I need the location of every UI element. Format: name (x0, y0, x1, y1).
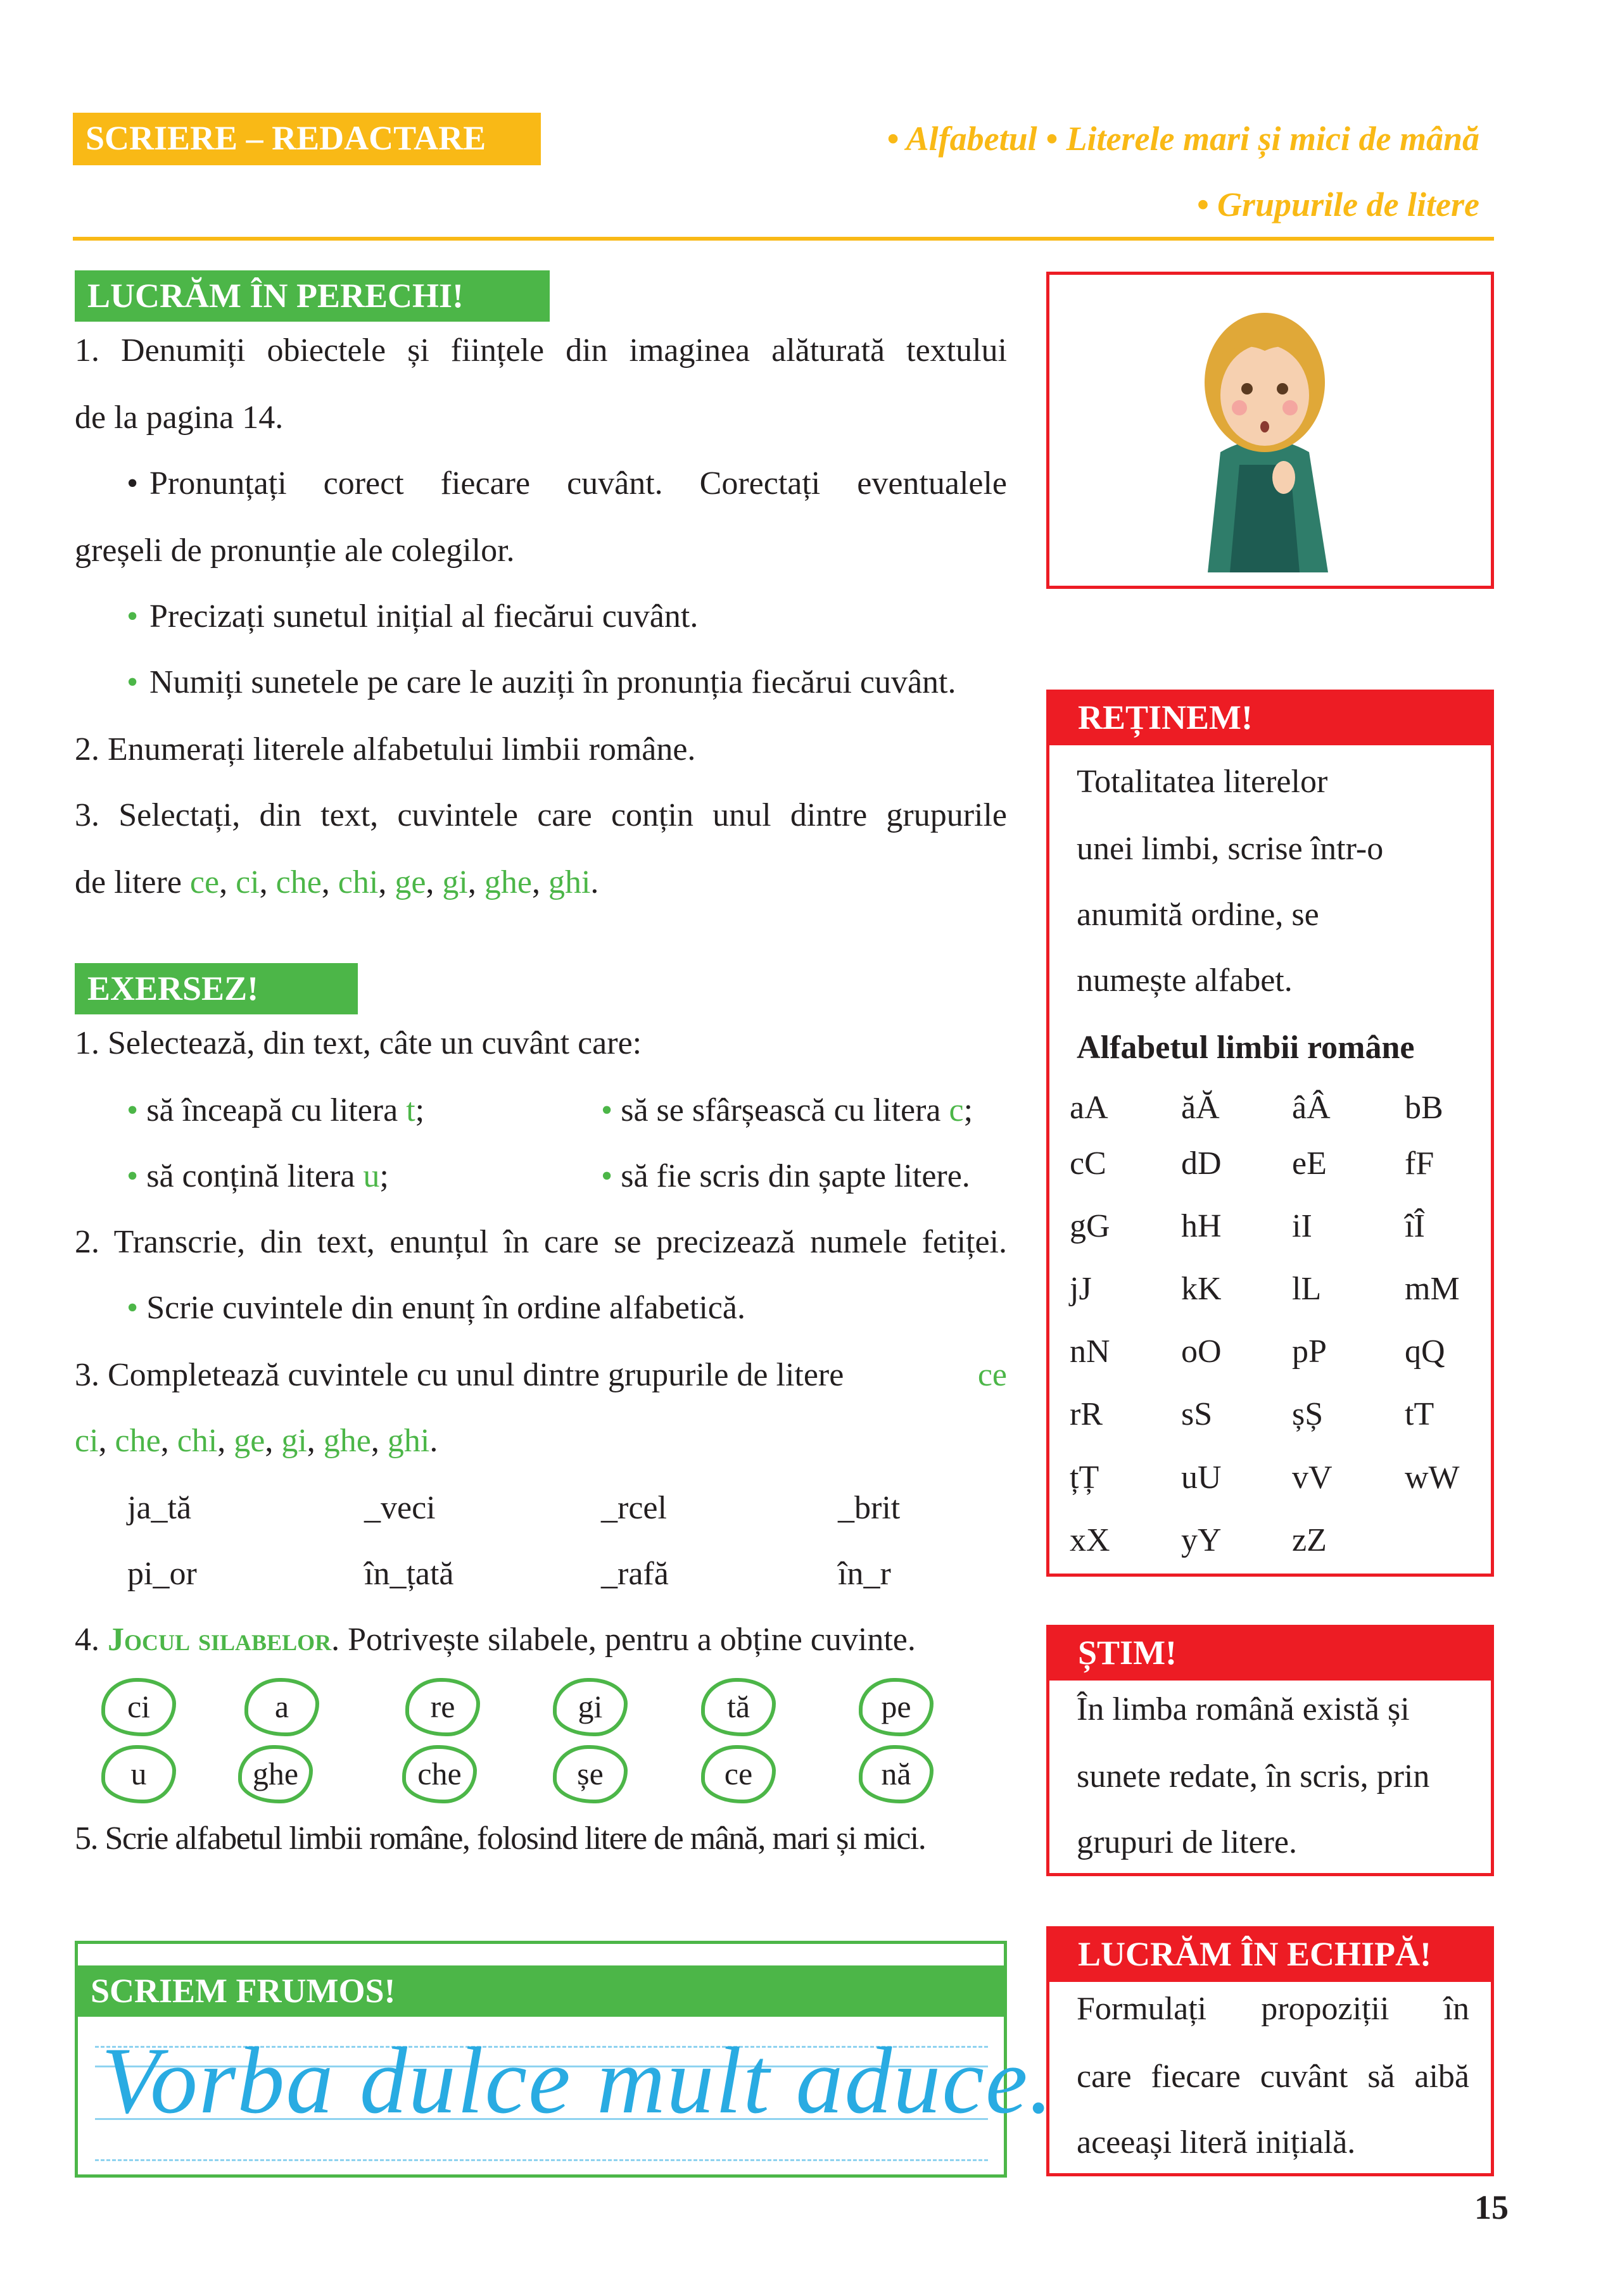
alphabet-letter: sS (1181, 1396, 1213, 1432)
syllable[interactable]: pe (859, 1678, 934, 1736)
exersez-title: EXERSEZ! (75, 963, 358, 1014)
stim-line: grupuri de litere. (1077, 1824, 1297, 1860)
echipa-title: LUCRĂM ÎN ECHIPĂ! (1046, 1926, 1494, 1982)
syllable[interactable]: u (101, 1745, 176, 1803)
alphabet-letter: hH (1181, 1208, 1222, 1244)
bullet: • (127, 465, 139, 501)
fill-word: _veci (364, 1490, 436, 1526)
alphabet-letter: aA (1070, 1090, 1108, 1126)
echipa-line: care fiecare cuvânt să aibă (1077, 2059, 1469, 2095)
alphabet-letter: ăĂ (1181, 1090, 1220, 1126)
exersez-bullet-item: • să se sfârșească cu litera c; (601, 1092, 973, 1128)
exersez-line: 2. Transcrie, din text, enunțul în care se precizează numele fetiței. (75, 1224, 1007, 1260)
alphabet-letter: oO (1181, 1334, 1222, 1370)
alphabet-letter: vV (1292, 1460, 1333, 1496)
retinem-line: unei limbi, scrise într-o (1077, 831, 1384, 867)
exersez-line: 4. Jocul silabelor. Potrivește silabele, pentru a obține cuvinte. (75, 1622, 916, 1658)
alphabet-letter: âÂ (1292, 1090, 1331, 1126)
syllable[interactable]: gi (553, 1678, 628, 1736)
alphabet-letter: iI (1292, 1208, 1312, 1244)
stim-line: În limba română există și (1077, 1691, 1410, 1727)
fill-word: _brit (838, 1490, 901, 1526)
syllable[interactable]: șe (553, 1745, 628, 1803)
topics-line-2: • Grupurile de litere (1196, 186, 1479, 224)
pairs-line: 3. Selectați, din text, cuvintele care conțin unul dintre grupurile (75, 797, 1007, 833)
pairs-line: 1. Denumiți obiectele și ființele din imaginea alăturată textului (75, 332, 1007, 369)
fill-word: în_țată (364, 1556, 454, 1592)
fill-word: _rafă (601, 1556, 669, 1592)
syllable[interactable]: nă (859, 1745, 934, 1803)
pairs-line: Pronunțați corect fiecare cuvânt. Corectați eventualele (149, 465, 1007, 501)
pairs-title: LUCRĂM ÎN PERECHI! (75, 270, 550, 322)
section-label: SCRIERE – REDACTARE (73, 113, 541, 165)
alphabet-letter: bB (1405, 1090, 1443, 1126)
alphabet-letter: mM (1405, 1271, 1460, 1307)
header-divider (73, 237, 1494, 241)
retinem-box (1046, 690, 1494, 1577)
retinem-title: REȚINEM! (1046, 690, 1494, 745)
exersez-bullet-item: • Scrie cuvintele din enunț în ordine alfabetică. (127, 1290, 745, 1326)
echipa-line: aceeași literă inițială. (1077, 2124, 1356, 2160)
syllable[interactable]: a (244, 1678, 319, 1736)
bullet: • (127, 598, 139, 634)
fill-word: ja_tă (127, 1490, 192, 1526)
alphabet-letter: zZ (1292, 1522, 1327, 1558)
alphabet-letter: fF (1405, 1145, 1434, 1182)
pairs-line: de litere ce, ci, che, chi, ge, gi, ghe, ghi. (75, 864, 599, 900)
scriem-title: SCRIEM FRUMOS! (78, 1965, 1004, 2017)
ruling-line (95, 2159, 988, 2161)
retinem-line: anumită ordine, se (1077, 897, 1319, 933)
alphabet-letter: lL (1292, 1271, 1322, 1307)
syllable[interactable]: ci (101, 1678, 176, 1736)
pairs-line: greșeli de pronunție ale colegilor. (75, 533, 515, 569)
fill-word: _rcel (601, 1490, 667, 1526)
exersez-line: ci, che, chi, ge, gi, ghe, ghi. (75, 1423, 438, 1459)
exersez-bullet-item: • să înceapă cu litera t; (127, 1092, 425, 1128)
alphabet-letter: șȘ (1292, 1396, 1324, 1432)
alphabet-letter: țȚ (1070, 1460, 1099, 1496)
alphabet-letter: îÎ (1405, 1208, 1425, 1244)
syllable[interactable]: ghe (238, 1745, 313, 1803)
echipa-line: Formulați propoziții în (1077, 1991, 1469, 2027)
alphabet-letter: xX (1070, 1522, 1110, 1558)
illustration-box (1046, 272, 1494, 589)
alphabet-letter: wW (1405, 1460, 1460, 1496)
alphabet-letter: yY (1181, 1522, 1222, 1558)
alphabet-letter: qQ (1405, 1334, 1445, 1370)
page-number: 15 (1474, 2188, 1509, 2226)
syllable[interactable]: re (405, 1678, 480, 1736)
stim-title: ȘTIM! (1046, 1625, 1494, 1681)
alphabet-letter: jJ (1070, 1271, 1092, 1307)
pairs-line: Precizați sunetul inițial al fiecărui cuvânt. (149, 598, 699, 634)
alphabet-letter: dD (1181, 1145, 1222, 1182)
exersez-line: 1. Selectează, din text, câte un cuvânt care: (75, 1025, 642, 1061)
alphabet-letter: eE (1292, 1145, 1327, 1182)
retinem-line: numește alfabet. (1077, 962, 1293, 999)
syllable[interactable]: che (402, 1745, 477, 1803)
topics-line-1: • Alfabetul • Literele mari și mici de mână (887, 120, 1479, 158)
exersez-line: 5. Scrie alfabetul limbii române, folosind litere de mână, mari și mici. (75, 1820, 926, 1857)
alphabet-letter: tT (1405, 1396, 1434, 1432)
pairs-line: 2. Enumerați literele alfabetului limbii române. (75, 731, 696, 767)
girl-illustration (1049, 275, 1491, 586)
alphabet-letter: pP (1292, 1334, 1327, 1370)
stim-line: sunete redate, în scris, prin (1077, 1758, 1430, 1795)
exersez-bullet-item: • să fie scris din șapte litere. (601, 1158, 970, 1194)
alphabet-letter: rR (1070, 1396, 1103, 1432)
alphabet-letter: cC (1070, 1145, 1106, 1182)
syllable[interactable]: ce (701, 1745, 776, 1803)
syllable[interactable]: tă (701, 1678, 776, 1736)
exersez-bullet-item: • să conțină litera u; (127, 1158, 389, 1194)
pairs-line: de la pagina 14. (75, 400, 284, 436)
retinem-line: Totalitatea literelor (1077, 764, 1328, 800)
exersez-line: 3. Completează cuvintele cu unul dintre grupurile de litere ce (75, 1357, 1007, 1393)
alphabet-letter: nN (1070, 1334, 1110, 1370)
bullet: • (127, 664, 139, 700)
fill-word: pi_or (127, 1556, 197, 1592)
cursive-text: Vorba dulce mult aduce. (101, 2028, 1054, 2133)
fill-word: în_r (838, 1556, 891, 1592)
alphabet-letter: gG (1070, 1208, 1110, 1244)
alphabet-subtitle: Alfabetul limbii române (1077, 1030, 1415, 1066)
alphabet-letter: kK (1181, 1271, 1222, 1307)
alphabet-letter: uU (1181, 1460, 1222, 1496)
pairs-line: Numiți sunetele pe care le auziți în pronunția fiecărui cuvânt. (149, 664, 956, 700)
